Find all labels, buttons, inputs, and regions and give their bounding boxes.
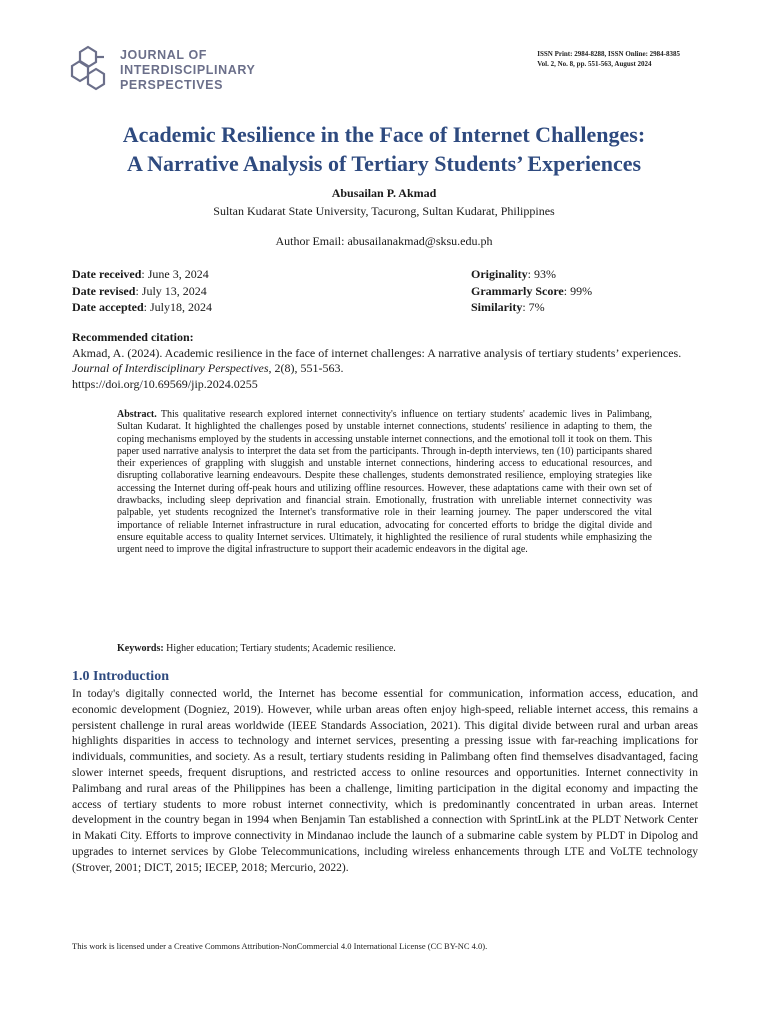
issn-line2: Vol. 2, No. 8, pp. 551-563, August 2024 — [537, 60, 652, 68]
date-revised-label: Date revised — [72, 283, 136, 298]
abstract — [117, 409, 652, 557]
title-line1: Academic Resilience in the Face of Internet Challenges: — [122, 122, 646, 147]
grammarly-value: : 99% — [563, 283, 593, 298]
originality-value: : 93% — [527, 267, 557, 281]
journal-logo — [70, 44, 255, 96]
license-footer: This work is licensed under a Creative Commons Attribution-NonCommercial 4.0 International License (CC BY-NC 4.0). — [72, 941, 488, 951]
section-heading-introduction: 1.0 Introduction — [72, 669, 169, 684]
scores-block — [471, 266, 592, 316]
grammarly-label: Grammarly Score — [471, 283, 564, 298]
keywords-label: Keywords: — [117, 643, 164, 654]
date-revised: : July 13, 2024 — [135, 283, 207, 298]
originality-label: Originality — [471, 267, 528, 281]
citation-text: Akmad, A. (2024). Academic resilience in the face of internet challenges: A narrative analysis of tertiary students’ experiences. — [72, 345, 682, 360]
keywords — [117, 643, 652, 654]
recommended-citation — [72, 330, 702, 392]
journal-name-line2: INTERDISCIPLINARY — [120, 62, 256, 77]
introduction-paragraph: In today's digitally connected world, the Internet has become essential for communication, information access, education, and economic development (Dogniez, 2019). However, while urban areas often enjoy high-speed, reliable internet access, this remains a persistent challenge in rural areas worldwide (IEEE Standards Association, 2021). This digital divide between rural and urban areas highlights disparities in access to technology and internet services, presenting a pressing issue with far-reaching implications for individuals, communities, and society. As a result, tertiary students residing in Palimbang often find themselves disadvantaged, facing slower internet speeds, frequent disruptions, and restricted access to online resources and opportunities. Internet connectivity in Palimbang and rural areas of the Philippines has been a challenge, limiting participation in the digital economy and impacting the access of tertiary students to more robust internet connectivity, which is predominantly concentrated in urban areas. Internet development in the country began in 1994 when Benjamin Tan established a connection with SprintLink at the PLDT Network Center in Makati City. Efforts to improve connectivity in Mindanao include the launch of a submarine cable system by PLDT in Dipolog and upgrades to internet services by Globe Telecommunications, including wireless enhancements through LTE and VoLTE technology (Strover, 2001; DICT, 2015; IECEP, 2018; Mercurio, 2022). — [72, 688, 698, 874]
paper-title — [40, 120, 728, 178]
citation-journal: Journal of Interdisciplinary Perspectives — [72, 361, 269, 375]
citation-volume: , 2(8), 551-563. — [268, 361, 344, 375]
title-line2: A Narrative Analysis of Tertiary Students’ Experiences — [126, 151, 642, 176]
date-accepted-label: Date accepted — [72, 300, 144, 314]
issn-line1: ISSN Print: 2984-8288, ISSN Online: 2984-8385 — [537, 50, 680, 58]
journal-name-line3: PERSPECTIVES — [120, 77, 224, 92]
author-affiliation: Sultan Kudarat State University, Tacurong, Sultan Kudarat, Philippines — [213, 204, 555, 218]
author-email: Author Email: abusailanakmad@sksu.edu.ph — [275, 234, 493, 248]
dates-block — [72, 266, 212, 316]
citation-heading: Recommended citation: — [72, 330, 194, 344]
keywords-text: Higher education; Tertiary students; Academic resilience. — [163, 643, 396, 654]
similarity-value: : 7% — [522, 300, 545, 314]
date-received-label: Date received — [72, 267, 142, 281]
issn-info — [537, 49, 680, 69]
similarity-label: Similarity — [471, 300, 523, 314]
citation-doi-link[interactable]: https://doi.org/10.69569/jip.2024.0255 — [72, 376, 258, 391]
abstract-text: This qualitative research explored internet connectivity's influence on tertiary students' academic lives in Palimbang, Sultan Kudarat. It highlighted the challenges posed by unstable internet connections, students' resilience in adapting to them, the coping mechanisms employed by the students in accessing unstable internet connections, and the emotional toll it took on them. This paper used narrative analysis to interpret the data set from the participants. Through in-depth interviews, ten (10) participants shared their experiences of grappling with sluggish and unstable internet connections, hindering access to educational resources, and disrupting collaborative learning endeavours. Despite these challenges, students demonstrated resilience, employing strategies like accessing the Internet during off-peak hours and utilizing offline resources. However, these adaptations came with their own set of drawbacks, including sleep deprivation and financial strain. Emotionally, frustration with unreliable internet connectivity was palpable, yet students recognized the Internet's transformative role in their learning journey. The paper underscored the vital importance of reliable Internet infrastructure in rural education, advocating for concerted efforts to bridge the digital divide and ensure equitable access to quality Internet services. Ultimately, it highlighted the resilience of rural students while emphasizing the urgent need to improve the digital infrastructure to support their academic endeavors in the digital age. — [117, 409, 652, 556]
journal-name-line1: JOURNAL OF — [120, 47, 208, 62]
date-received: : June 3, 2024 — [141, 267, 209, 281]
date-accepted: : July18, 2024 — [143, 300, 212, 314]
hexagon-logo-icon — [70, 44, 116, 96]
abstract-label: Abstract. — [117, 409, 157, 420]
author-name: Abusailan P. Akmad — [331, 186, 437, 200]
